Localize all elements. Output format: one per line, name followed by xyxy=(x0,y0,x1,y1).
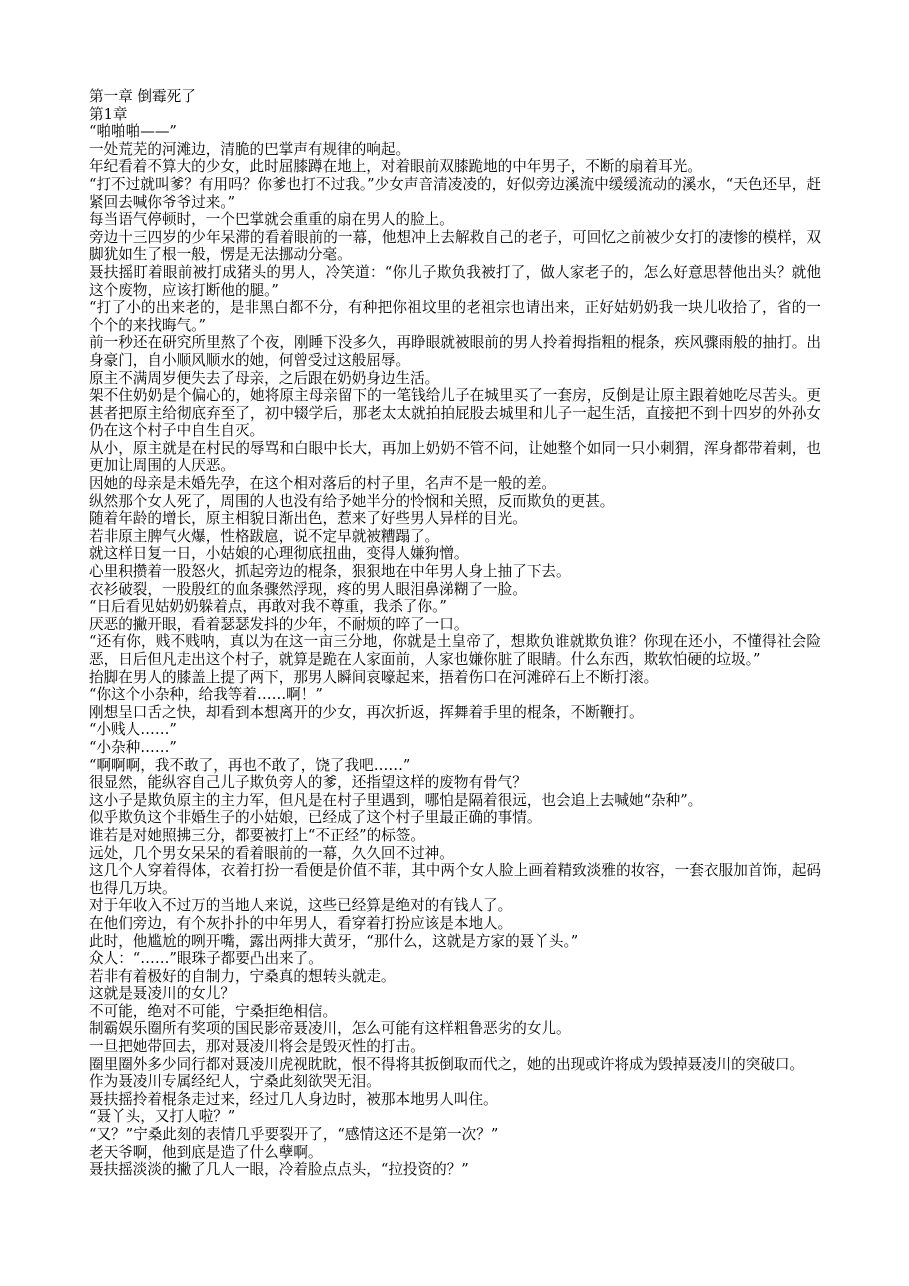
paragraph: “小杂种……” xyxy=(89,738,177,756)
paragraph: 架不住奶奶是个偏心的，她将原主母亲留下的一笔钱给儿子在城里买了一套房，反倒是让原主跟着她吃尽苦头。更甚者把原主给彻底弃至了，初中辍学后，那老太太就拍拍屁股去城里和儿子一起生活，直接把不到十四岁的外孙女仍在这个村子中自生自灭。 xyxy=(89,387,821,440)
paragraph: 前一秒还在研究所里熬了个夜，刚睡下没多久，再睁眼就被眼前的男人拎着拇指粗的棍条，疾风骤雨般的抽打。出身豪门，自小顺风顺水的她，何曾受过这般屈辱。 xyxy=(89,334,821,369)
paragraph: 一旦把她带回去，那对聂凌川将会是毁灭性的打击。 xyxy=(89,1038,425,1056)
paragraph: 抬脚在男人的膝盖上提了两下，那男人瞬间哀嚎起来，捂着伤口在河滩碎石上不断打滚。 xyxy=(89,668,659,686)
paragraph: 原主不满周岁便失去了母亲，之后跟在奶奶身边生活。 xyxy=(89,369,440,387)
paragraph: 聂扶摇拎着棍条走过来，经过几人身边时，被那本地男人叫住。 xyxy=(89,1090,498,1108)
paragraph: 远处，几个男女呆呆的看着眼前的一幕，久久回不过神。 xyxy=(89,844,454,862)
chapter-number: 第1章 xyxy=(89,105,128,123)
paragraph: 就这样日复一日，小姑娘的心理彻底扭曲，变得人嫌狗憎。 xyxy=(89,545,469,563)
paragraph: “啪啪啪——” xyxy=(89,123,177,141)
paragraph: 似乎欺负这个非婚生子的小姑娘，已经成了这个村子里最正确的事情。 xyxy=(89,809,542,827)
paragraph: “啊啊啊，我不敢了，再也不敢了，饶了我吧……” xyxy=(89,756,411,774)
paragraph: 制霸娱乐圈所有奖项的国民影帝聂凌川，怎么可能有这样粗鲁恶劣的女儿。 xyxy=(89,1020,571,1038)
paragraph: “又？”宁桑此刻的表情几乎要裂开了，“感情这还不是第一次？” xyxy=(89,1126,499,1144)
paragraph: “日后看见姑奶奶躲着点，再敢对我不尊重，我杀了你。” xyxy=(89,598,447,616)
paragraph: “打不过就叫爹？有用吗？你爹也打不过我。”少女声音清凌凌的，好似旁边溪流中缓缓流动的溪水，“天色还早，赶紧回去喊你爷爷过来。” xyxy=(89,175,821,211)
paragraph: 在他们旁边，有个灰扑扑的中年男人，看穿着打扮应该是本地人。 xyxy=(89,914,513,932)
paragraph: “还有你，贱不贱呐，真以为在这一亩三分地，你就是土皇帝了，想欺负谁就欺负谁？你现在还小，不懂得社会险恶，日后但凡走出这个村子，就算是跪在人家面前，人家也嫌你脏了眼睛。什么东西，欺软怕硬的垃圾。” xyxy=(89,633,821,668)
paragraph: 聂扶摇淡淡的撇了几人一眼，冷着脸点点头，“拉投资的？” xyxy=(89,1161,469,1179)
paragraph: 从小，原主就是在村民的辱骂和白眼中长大，再加上奶奶不管不问，让她整个如同一只小刺猬，浑身都带着刺，也更加让周围的人厌恶。 xyxy=(89,439,821,475)
paragraph: 衣衫破裂，一股殷红的血条骤然浮现，疼的男人眼泪鼻涕糊了一脸。 xyxy=(89,580,527,598)
paragraph: “你这个小杂种，给我等着……啊！” xyxy=(89,686,323,704)
paragraph: 这小子是欺负原主的主力军，但凡是在村子里遇到，哪怕是隔着很远，也会追上去喊她“杂种”。 xyxy=(89,791,703,809)
paragraph: 这几个人穿着得体，衣着打扮一看便是价值不菲，其中两个女人脸上画着精致淡雅的妆容，一套衣服加首饰，起码也得几万块。 xyxy=(89,862,821,897)
paragraph: “打了小的出来老的，是非黑白都不分，有种把你祖坟里的老祖宗也请出来，正好姑奶奶我一块儿收拾了，省的一个个的来找晦气。” xyxy=(89,299,821,334)
paragraph: 老天爷啊，他到底是造了什么孽啊。 xyxy=(89,1143,323,1161)
paragraph: 旁边十三四岁的少年呆滞的看着眼前的一幕，他想冲上去解救自己的老子，可回忆之前被少女打的凄惨的模样，双脚犹如生了根一般，愣是无法挪动分毫。 xyxy=(89,228,821,264)
paragraph: 圈里圈外多少同行都对聂凌川虎视眈眈，恨不得将其扳倒取而代之，她的出现或许将成为毁掉聂凌川的突破口。 xyxy=(89,1055,805,1073)
paragraph: 每当语气停顿时，一个巴掌就会重重的扇在男人的脸上。 xyxy=(89,211,454,229)
paragraph: 这就是聂凌川的女儿？ xyxy=(89,985,235,1003)
paragraph: 若非原主脾气火爆，性格跋扈，说不定早就被糟蹋了。 xyxy=(89,527,440,545)
paragraph: “聂丫头，又打人啦？” xyxy=(89,1108,236,1126)
chapter-title: 第一章 倒霉死了 xyxy=(89,88,196,105)
paragraph: 因她的母亲是未婚先孕，在这个相对落后的村子里，名声不是一般的差。 xyxy=(89,475,557,493)
paragraph-list xyxy=(89,123,821,1179)
paragraph: 聂扶摇盯着眼前被打成猪头的男人，冷笑道：“你儿子欺负我被打了，做人家老子的，怎么好意思替他出头？就他这个废物，应该打断他的腿。” xyxy=(89,263,821,299)
paragraph: 此时，他尴尬的咧开嘴，露出两排大黄牙，“那什么，这就是方家的聂丫头。” xyxy=(89,932,579,950)
paragraph: 很显然，能纵容自己儿子欺负旁人的爹，还指望这样的废物有骨气？ xyxy=(89,774,527,792)
paragraph: 一处荒芜的河滩边，清脆的巴掌声有规律的响起。 xyxy=(89,140,411,158)
paragraph: 作为聂凌川专属经纪人，宁桑此刻欲哭无泪。 xyxy=(89,1073,381,1091)
paragraph: “小贱人……” xyxy=(89,721,177,739)
paragraph: 年纪看着不算大的少女，此时屈膝蹲在地上，对着眼前双膝跪地的中年男子，不断的扇着耳光。 xyxy=(89,158,702,176)
document-body xyxy=(89,88,821,1179)
paragraph: 刚想呈口舌之快，却看到本想离开的少女，再次折返，挥舞着手里的棍条，不断鞭打。 xyxy=(89,703,644,721)
paragraph: 厌恶的撇开眼，看着瑟瑟发抖的少年，不耐烦的啐了一口。 xyxy=(89,615,469,633)
paragraph: 心里积攒着一股怒火，抓起旁边的棍条，狠狠地在中年男人身上抽了下去。 xyxy=(89,563,571,581)
paragraph: 随着年龄的增长，原主相貌日渐出色，惹来了好些男人异样的目光。 xyxy=(89,510,527,528)
paragraph: 纵然那个女人死了，周围的人也没有给予她半分的怜悯和关照，反而欺负的更甚。 xyxy=(89,492,615,510)
paragraph: 若非有着极好的自制力，宁桑真的想转头就走。 xyxy=(89,967,396,985)
paragraph: 不可能，绝对不可能，宁桑拒绝相信。 xyxy=(89,1002,338,1020)
paragraph: 众人：“……”眼珠子都要凸出来了。 xyxy=(89,950,323,968)
paragraph: 谁若是对她照拂三分，都要被打上“不正经”的标签。 xyxy=(89,826,425,844)
paragraph: 对于年收入不过万的当地人来说，这些已经算是绝对的有钱人了。 xyxy=(89,897,513,915)
